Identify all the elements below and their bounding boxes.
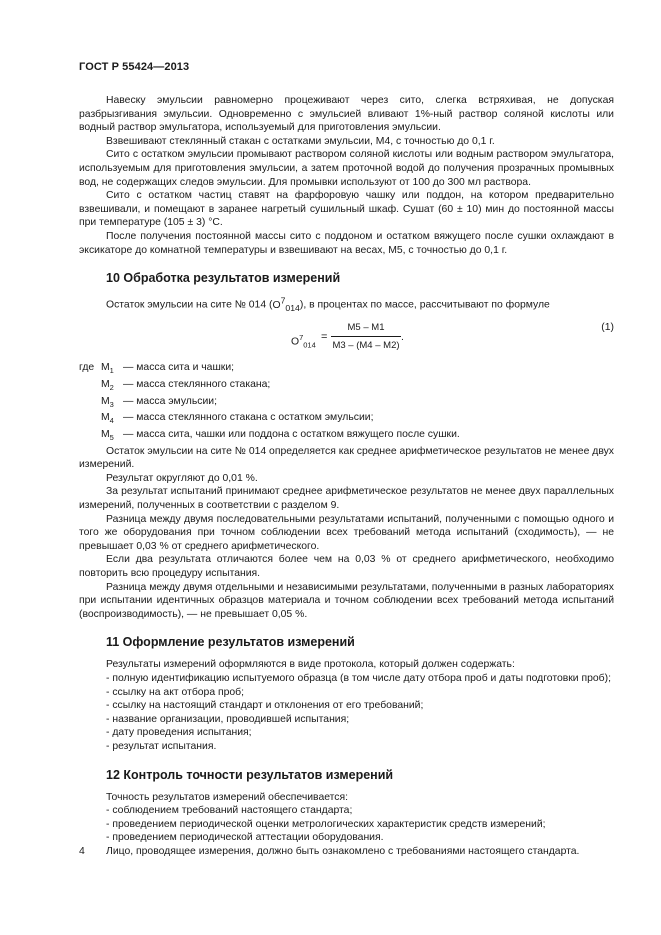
standard-header: ГОСТ Р 55424—2013: [79, 61, 190, 73]
intro-paragraph-2: Взвешивают стеклянный стакан с остатками эмульсии, М4, с точностью до 0,1 г.: [106, 135, 495, 147]
section-11-list-item: - дату проведения испытания;: [106, 727, 252, 739]
lead-symbol: $O^7_{014}$: [272, 295, 300, 313]
formula-denominator: M3 – (M4 – M2): [332, 339, 400, 351]
section-12-list-item: - соблюдением требований настоящего стандарта;: [106, 805, 353, 817]
section-10-paragraph-1: Остаток эмульсии на сите № 014 определяется как среднее арифметическое результатов не менее двух измерений.: [79, 445, 614, 471]
section-11-list-item: - результат испытания.: [106, 740, 217, 752]
formula-number: (1): [601, 322, 614, 334]
formula-1: [79, 321, 614, 359]
legend-row: [79, 378, 614, 395]
legend-symbol: $M_5$: [101, 428, 114, 443]
lead-text-a: Остаток эмульсии на сите № 014: [106, 299, 267, 311]
legend-text: — масса сита, чашки или поддона с остатком вяжущего после сушки.: [123, 428, 460, 440]
legend-text: — масса стеклянного стакана с остатком эмульсии;: [123, 412, 374, 424]
section-10-paragraph-6: Разница между двумя отдельными и независимыми результатами, полученными в разных лабораториях при испытании идентичных образцов материала и точном соблюдении всех требований метода испытаний (воспроизводимость), — не превышает 0,05 %.: [79, 581, 614, 620]
section-10-lead: Остаток эмульсии на сите № 014 $(O^7_{014})$, в процентах по массе, рассчитывают по формуле: [106, 295, 550, 313]
section-10-title: 10 Обработка результатов измерений: [106, 271, 341, 286]
section-11-list-item: - название организации, проводившей испытания;: [106, 713, 350, 725]
legend-row: [79, 428, 614, 445]
legend-symbol: $M_3$: [101, 395, 114, 409]
section-12-list-item: - проведением периодической оценки метрологических характеристик средств измерений;: [106, 818, 546, 830]
legend-text: — масса эмульсии;: [123, 395, 217, 407]
intro-paragraph-4: Сито с остатком частиц ставят на фарфоровую чашку или поддон, на котором предварительно взвешивали, и помещают в заранее нагретый сушильный шкаф. Сушат (60 ± 10) мин до постоянной массы при температуре (105 ± 3) °C.: [79, 190, 614, 229]
page-content: [79, 94, 614, 858]
section-12-list-item: - проведением периодической аттестации оборудования.: [106, 832, 384, 844]
legend-where: где: [79, 362, 95, 374]
page-number: 4: [79, 846, 85, 857]
section-11-list-item: - ссылку на настоящий стандарт и отклонения от его требований;: [106, 700, 424, 712]
section-10-paragraph-2: Результат округляют до 0,01 %.: [106, 472, 258, 484]
legend-symbol: $M_2$: [101, 378, 114, 393]
intro-paragraph-5: После получения постоянной массы сито с поддоном и остатком вяжущего после сушки охлаждают в эксикаторе до комнатной температуры и взвешивают на весах, М5, с точностью до 0,1 г.: [79, 230, 614, 256]
section-12-closing: Лицо, проводящее измерения, должно быть ознакомлено с требованиями настоящего стандарта.: [106, 845, 580, 857]
section-10-paragraph-4: Разница между двумя последовательными результатами испытаний, полученными с помощью одного и того же оборудования при точном соблюдении всех требований метода испытаний (сходимость), — не превышает 0,03 % от среднего арифметического.: [79, 513, 614, 552]
section-11-title: 11 Оформление результатов измерений: [106, 635, 355, 650]
section-11-list-item: - ссылку на акт отбора проб;: [106, 686, 245, 698]
legend-text: — масса стеклянного стакана;: [123, 378, 271, 390]
legend-symbol: $M_1$: [101, 362, 114, 376]
intro-paragraph-3: Сито с остатком эмульсии промывают раствором соляной кислоты или водным раствором эмульгатора, используемым для приготовления эмульсии, а затем проточной водой до получения прозрачных промывных вод, не содержащих следов эмульсии. Для промывки используют от 100 до 300 мл раствора.: [79, 149, 614, 188]
section-11-list-item: - полную идентификацию испытуемого образца (в том числе дату отбора проб и даты подготовки проб);: [106, 672, 611, 684]
section-10-paragraph-5: Если два результата отличаются более чем на 0,03 % от среднего арифметического, необходимо повторить всю процедуру испытания.: [79, 554, 614, 579]
section-11-lead: Результаты измерений оформляются в виде протокола, который должен содержать:: [106, 659, 515, 671]
section-12-lead: Точность результатов измерений обеспечивается:: [106, 791, 349, 803]
formula-numerator: M5 – M1: [331, 321, 401, 337]
section-12-title: 12 Контроль точности результатов измерений: [106, 767, 394, 782]
formula-equals: =: [321, 331, 328, 344]
legend-symbol: $M_4$: [101, 412, 114, 426]
formula-period: .: [401, 332, 404, 344]
intro-paragraph-1: Навеску эмульсии равномерно процеживают через сито, слегка встряхивая, не допуская разбрызгивания эмульсии. Одновременно с эмульсией вливают 1%-ный раствор соляной кислоты или водный раствор эмульгатора, используемый для приготовления эмульсии.: [79, 95, 614, 134]
formula-lhs: $O^7_{014}$: [291, 333, 316, 350]
legend-text: — масса сита и чашки;: [123, 362, 235, 374]
lead-text-b: , в процентах по массе, рассчитывают по формуле: [303, 299, 550, 311]
legend-row: [79, 395, 614, 412]
section-10-paragraph-3: За результат испытаний принимают среднее арифметическое результатов не менее двух параллельных измерений, полученных в соответствии с разделом 9.: [79, 486, 614, 511]
legend-row: [79, 361, 614, 378]
formula-fraction: [331, 321, 401, 352]
formula-legend: [79, 361, 614, 444]
legend-row: [79, 411, 614, 428]
